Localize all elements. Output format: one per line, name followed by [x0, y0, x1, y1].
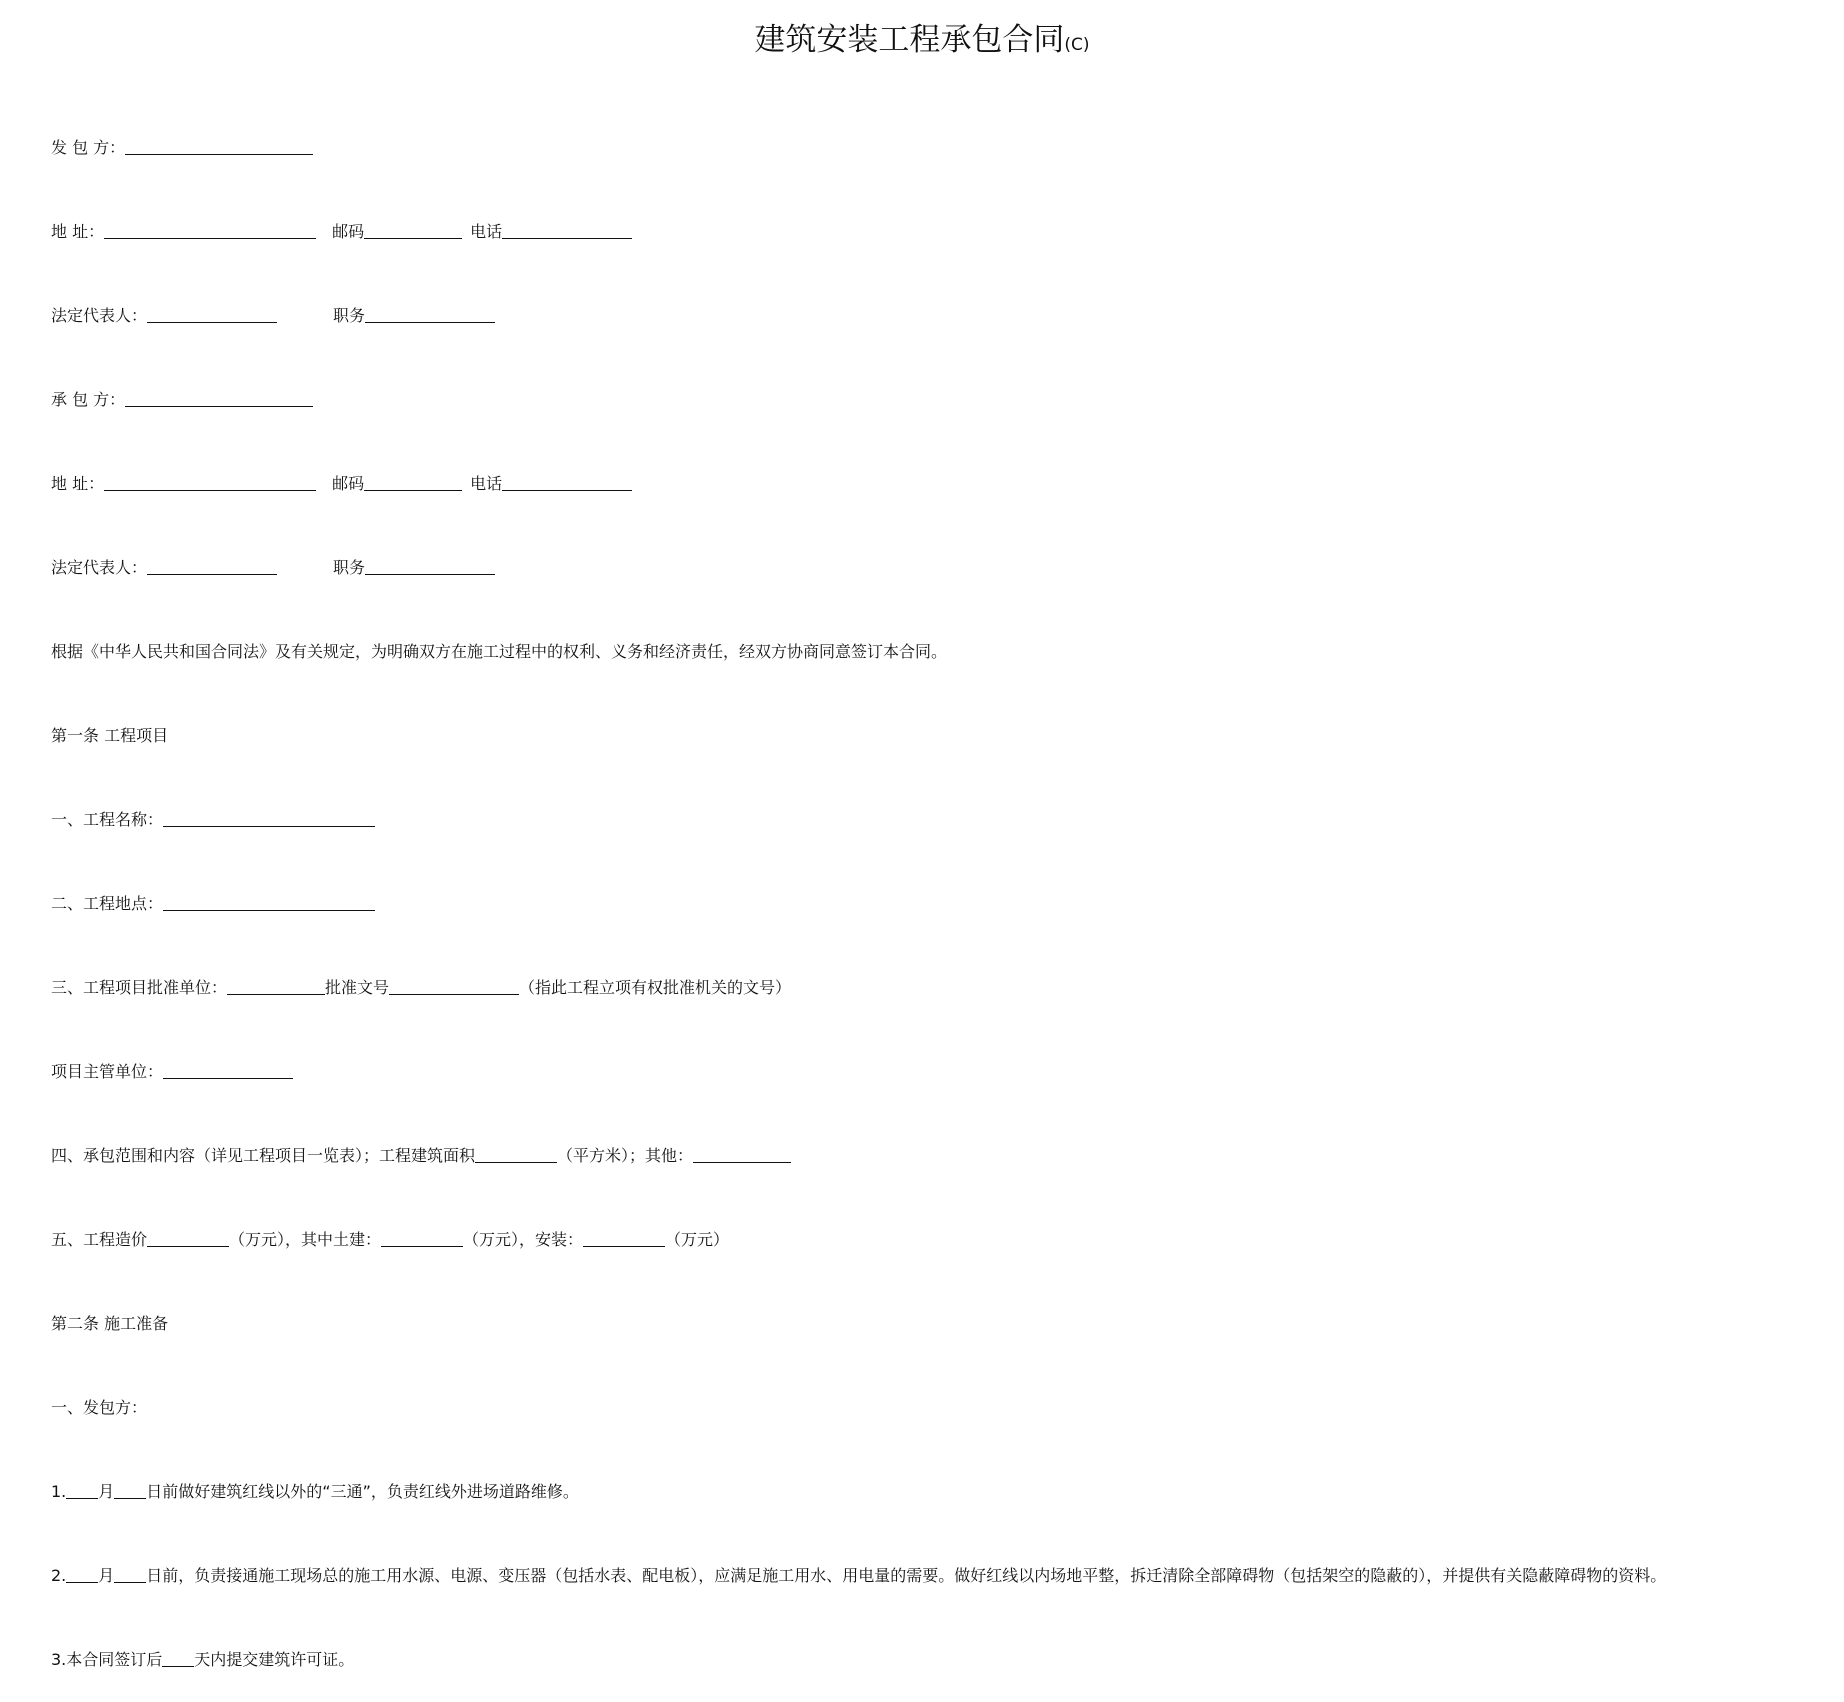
duty-1-prefix: 1.: [51, 1482, 67, 1501]
employer-postcode-label: 邮码: [332, 222, 365, 241]
duty-2-month-label: 月: [98, 1566, 115, 1585]
employer-postcode-blank: [364, 224, 462, 239]
project-cost-line: [51, 1230, 729, 1250]
project-cost-unit1: （万元），其中土建：: [229, 1230, 382, 1249]
project-cost-blank: [147, 1232, 229, 1247]
supervisor-unit-label: 项目主管单位：: [51, 1062, 164, 1081]
employer-label: 发 包 方：: [51, 138, 126, 157]
duty-2-month-blank: [66, 1568, 98, 1583]
employer-legal-rep-blank: [147, 308, 277, 323]
duty-item-3: [51, 1650, 354, 1670]
scope-line: [51, 1146, 791, 1166]
contractor-address-blank: [104, 476, 316, 491]
install-cost-blank: [583, 1232, 665, 1247]
title-suffix: (C): [1064, 35, 1090, 55]
scope-label: 四、承包范围和内容（详见工程项目一览表）；工程建筑面积: [51, 1146, 476, 1165]
duty-2-day-blank: [114, 1568, 146, 1583]
approval-unit-line: [51, 978, 791, 998]
employer-address-label: 地 址：: [51, 222, 105, 241]
employer-position-blank: [365, 308, 495, 323]
approval-note: （指此工程立项有权批准机关的文号）: [519, 978, 792, 997]
article1-heading: 第一条 工程项目: [51, 726, 169, 745]
contractor-phone-label: 电话: [470, 474, 503, 493]
duty-1-text: 日前做好建筑红线以外的“三通”，负责红线外进场道路维修。: [146, 1482, 579, 1501]
article2-heading: 第二条 施工准备: [51, 1314, 169, 1333]
project-location-label: 二、工程地点：: [51, 894, 164, 913]
contractor-postcode-blank: [364, 476, 462, 491]
approval-unit-label: 三、工程项目批准单位：: [51, 978, 228, 997]
project-location-line: [51, 894, 375, 914]
duty-1-day-blank: [114, 1484, 146, 1499]
contractor-address-label: 地 址：: [51, 474, 105, 493]
employer-address-line: [51, 222, 632, 242]
project-name-line: [51, 810, 375, 830]
duty-item-2: [51, 1566, 1666, 1586]
employer-legal-rep-label: 法定代表人：: [51, 306, 148, 325]
contractor-address-line: [51, 474, 632, 494]
supervisor-unit-line: [51, 1062, 293, 1082]
duty-3-days-blank: [162, 1652, 194, 1667]
duty-2-text: 日前，负责接通施工现场总的施工用水源、电源、变压器（包括水表、配电板），应满足施工用水、用电量的需要。做好红线以内场地平整，拆迁清除全部障碍物（包括架空的隐蔽的），并提供有关隐蔽障碍物的资料。: [146, 1566, 1667, 1585]
contractor-position-blank: [365, 560, 495, 575]
civil-cost-blank: [381, 1232, 463, 1247]
duty-3-text: 天内提交建筑许可证。: [194, 1650, 355, 1669]
duty-1-month-label: 月: [98, 1482, 115, 1501]
duty-1-month-blank: [66, 1484, 98, 1499]
approval-docno-label: 批准文号: [325, 978, 390, 997]
contractor-legal-rep-label: 法定代表人：: [51, 558, 148, 577]
contractor-phone-blank: [502, 476, 632, 491]
approval-docno-blank: [389, 980, 519, 995]
contractor-postcode-label: 邮码: [332, 474, 365, 493]
duty-3-prefix: 3.本合同签订后: [51, 1650, 163, 1669]
contractor-line: [51, 390, 313, 410]
employer-phone-label: 电话: [470, 222, 503, 241]
contractor-name-blank: [125, 392, 313, 407]
employer-name-blank: [125, 140, 313, 155]
employer-line: [51, 138, 313, 158]
contractor-legal-rep-line: [51, 558, 495, 578]
floor-area-blank: [475, 1148, 557, 1163]
project-cost-unit3: （万元）: [665, 1230, 730, 1249]
contractor-label: 承 包 方：: [51, 390, 126, 409]
document-title: [0, 18, 1844, 67]
supervisor-unit-blank: [163, 1064, 293, 1079]
duty-2-prefix: 2.: [51, 1566, 67, 1585]
employer-phone-blank: [502, 224, 632, 239]
employer-legal-rep-line: [51, 306, 495, 326]
project-name-blank: [163, 812, 375, 827]
employer-address-blank: [104, 224, 316, 239]
project-cost-label: 五、工程造价: [51, 1230, 148, 1249]
scope-unit: （平方米）；其他：: [557, 1146, 694, 1165]
project-name-label: 一、工程名称：: [51, 810, 164, 829]
contractor-legal-rep-blank: [147, 560, 277, 575]
duty-item-1: [51, 1482, 579, 1502]
preamble-paragraph: 根据《中华人民共和国合同法》及有关规定，为明确双方在施工过程中的权利、义务和经济责任，经双方协商同意签订本合同。: [51, 642, 948, 661]
employer-duties-heading: 一、发包方：: [51, 1398, 148, 1417]
title-main: 建筑安装工程承包合同: [754, 22, 1065, 58]
scope-other-blank: [693, 1148, 791, 1163]
project-location-blank: [163, 896, 375, 911]
contractor-position-label: 职务: [333, 558, 366, 577]
approval-unit-blank: [227, 980, 325, 995]
employer-position-label: 职务: [333, 306, 366, 325]
project-cost-unit2: （万元），安装：: [463, 1230, 584, 1249]
